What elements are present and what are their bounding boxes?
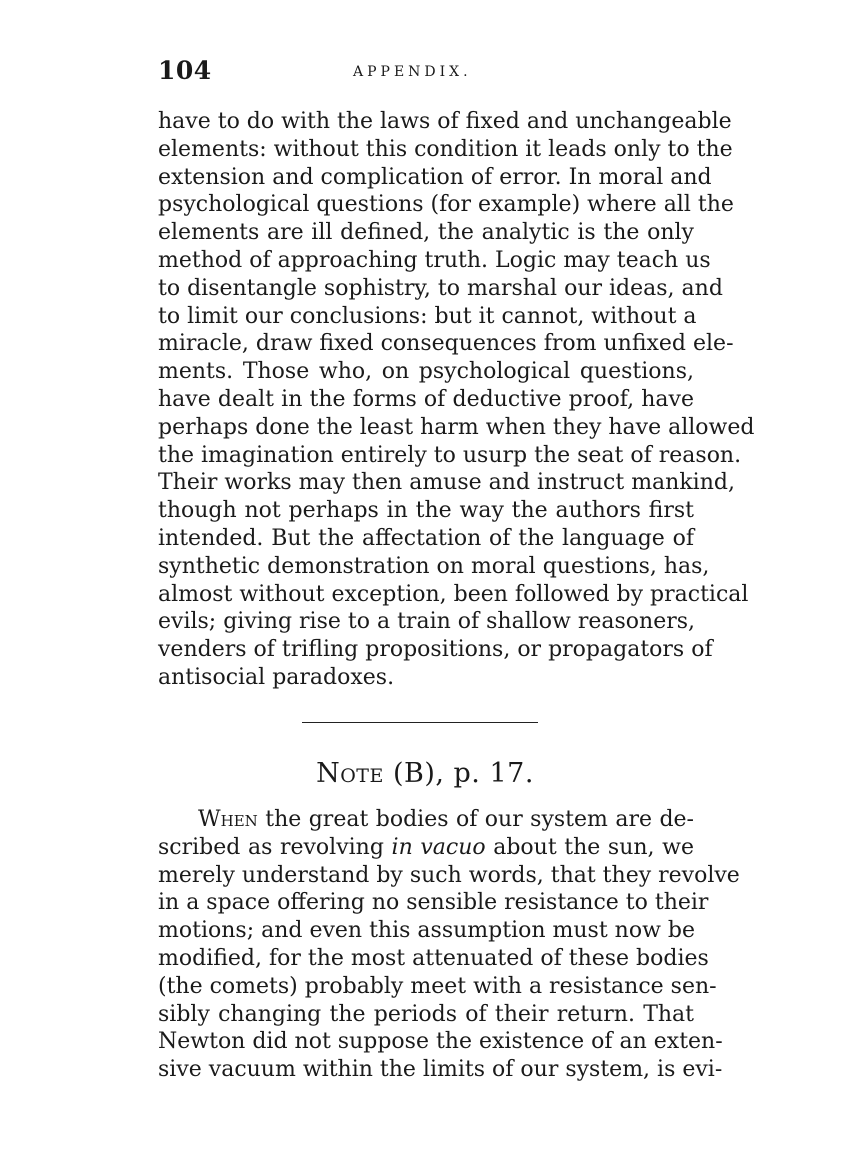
text-line: method of approaching truth. Logic may teach us	[158, 247, 711, 273]
section-separator-rule	[302, 722, 538, 723]
text-line: antisocial paradoxes.	[158, 664, 395, 690]
note-paragraph	[158, 806, 740, 1084]
text-line: ments. Those who, on psychological questions,	[158, 359, 694, 385]
text-line: to limit our conclusions: but it cannot, without a	[158, 303, 697, 329]
text-line: almost without exception, been followed by practical	[158, 581, 749, 607]
text-line: Newton did not suppose the existence of an exten-	[158, 1029, 723, 1055]
text-line: though not perhaps in the way the authors first	[158, 498, 694, 524]
text-line: sibly changing the periods of their return. That	[158, 1001, 694, 1027]
text-line: modified, for the most attenuated of these bodies	[158, 945, 709, 971]
text-line: the imagination entirely to usurp the seat of reason.	[158, 442, 742, 468]
text-line: psychological questions (for example) where all the	[158, 192, 734, 218]
text-line	[158, 834, 694, 862]
text-line: intended. But the affectation of the language of	[158, 525, 694, 551]
text-line: synthetic demonstration on moral questions, has,	[158, 553, 710, 579]
text-line: Their works may then amuse and instruct mankind,	[158, 470, 735, 496]
page-header	[158, 56, 694, 92]
note-heading-word: Note	[316, 758, 384, 789]
text-line: (the comets) probably meet with a resistance sen-	[158, 973, 717, 999]
text-segment: the great bodies of our system are de-	[265, 807, 694, 832]
lead-word: When	[198, 807, 258, 832]
text-line: in a space offering no sensible resistance to their	[158, 890, 709, 916]
text-line: elements: without this condition it leads only to the	[158, 136, 733, 162]
text-line: extension and complication of error. In moral and	[158, 164, 712, 190]
paragraph-continued	[158, 108, 755, 692]
italic-phrase: in vacuo	[391, 834, 486, 860]
text-line: miracle, draw fixed consequences from unfixed ele-	[158, 331, 734, 357]
page-number: 104	[158, 56, 212, 85]
text-segment: about the sun, we	[485, 834, 694, 860]
text-line	[158, 806, 694, 834]
text-line: have dealt in the forms of deductive proof, have	[158, 386, 694, 412]
text-line: motions; and even this assumption must now be	[158, 918, 696, 944]
text-line: evils; giving rise to a train of shallow reasoners,	[158, 609, 696, 635]
text-line: merely understand by such words, that they revolve	[158, 862, 740, 888]
text-line: perhaps done the least harm when they have allowed	[158, 414, 755, 440]
text-line: sive vacuum within the limits of our system, is evi-	[158, 1057, 723, 1083]
note-heading	[0, 758, 850, 789]
running-head: APPENDIX.	[353, 64, 472, 80]
text-line: to disentangle sophistry, to marshal our ideas, and	[158, 275, 723, 301]
text-segment: scribed as revolving	[158, 834, 392, 860]
text-line: venders of trifling propositions, or propagators of	[158, 637, 713, 663]
text-line: elements are ill defined, the analytic is the only	[158, 220, 694, 246]
text-line: have to do with the laws of fixed and unchangeable	[158, 109, 732, 134]
note-heading-reference: (B), p. 17.	[392, 758, 534, 789]
